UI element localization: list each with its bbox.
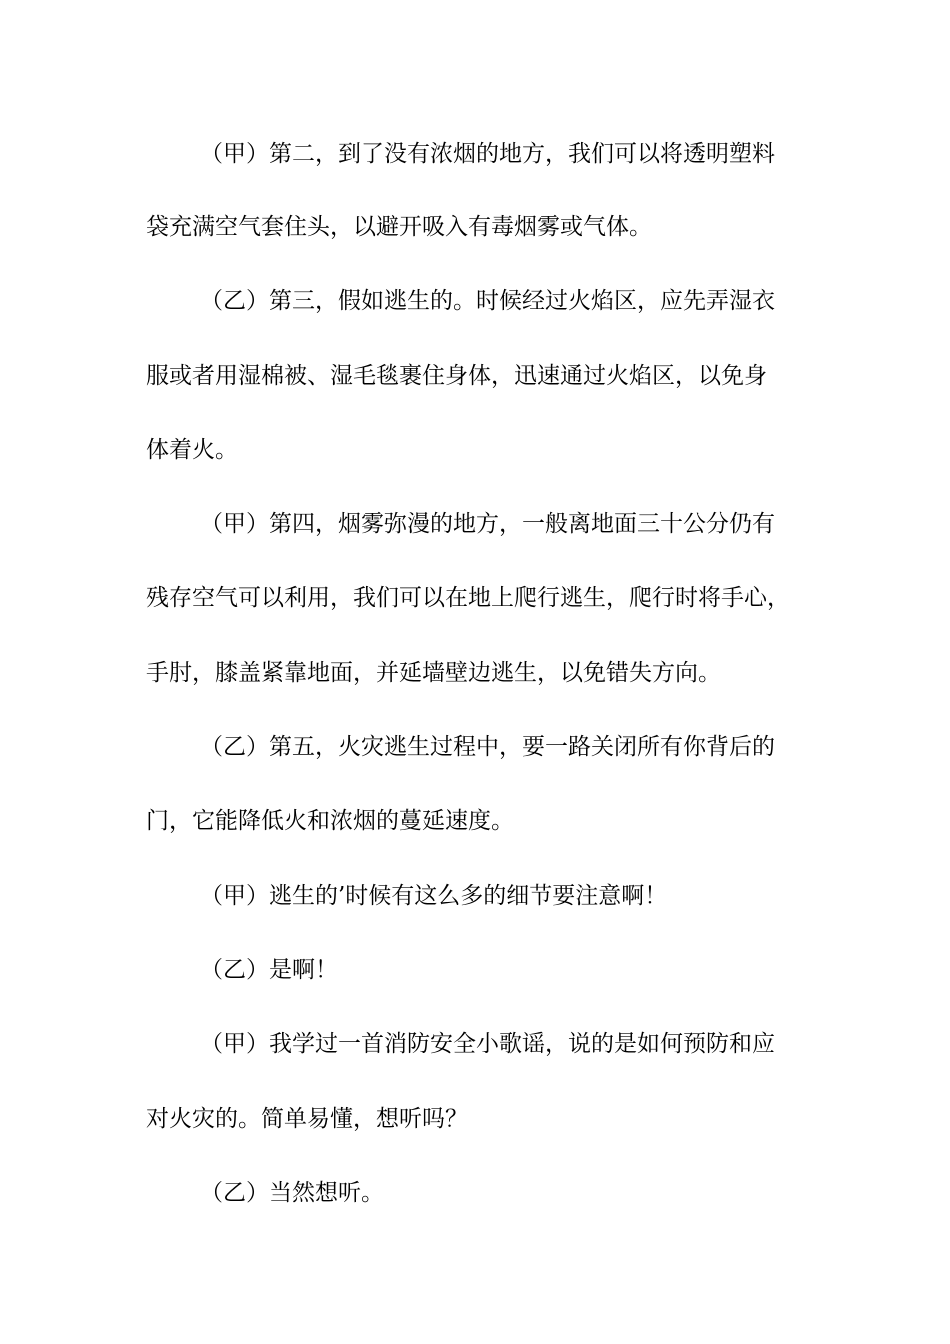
text-line: （甲）第四，烟雾弥漫的地方，一般离地面三十公分仍有 [200, 511, 775, 537]
text-line: （甲）第二，到了没有浓烟的地方，我们可以将透明塑料 [200, 141, 775, 167]
text-line: （甲）逃生的’时候有这么多的细节要注意啊！ [200, 883, 668, 909]
text-line: 服或者用湿棉被、湿毛毯裹住身体，迅速通过火焰区，以免身 [146, 363, 767, 389]
text-line: （乙）当然想听。 [200, 1180, 384, 1206]
text-line: 体着火。 [146, 437, 238, 463]
text-line: （乙）第三，假如逃生的。时候经过火焰区，应先弄湿衣 [200, 288, 775, 314]
text-line: （乙）第五，火灾逃生过程中，要一路关闭所有你背后的 [200, 734, 775, 760]
text-line: 手肘，膝盖紧靠地面，并延墙壁边逃生，以免错失方向。 [146, 660, 721, 686]
text-line: 残存空气可以利用，我们可以在地上爬行逃生，爬行时将手心， [146, 585, 790, 611]
text-line: （甲）我学过一首消防安全小歌谣，说的是如何预防和应 [200, 1031, 775, 1057]
text-line: 袋充满空气套住头，以避开吸入有毒烟雾或气体。 [146, 214, 652, 240]
text-line: 门，它能降低火和浓烟的蔓延速度。 [146, 808, 514, 834]
text-line: 对火灾的。简单易懂，想听吗？ [146, 1106, 468, 1132]
text-line: （乙）是啊！ [200, 957, 338, 983]
